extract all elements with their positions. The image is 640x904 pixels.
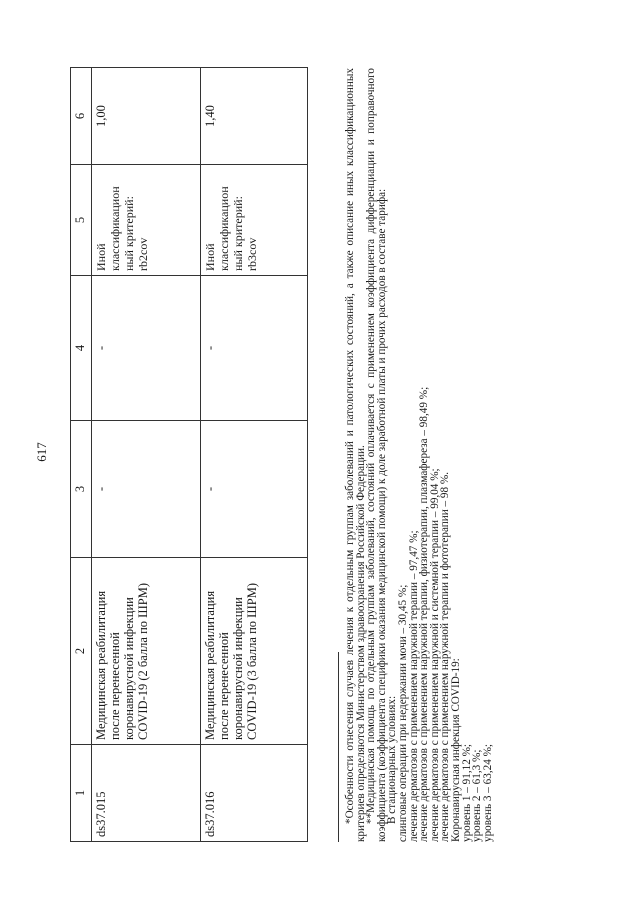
footnote-1: *Особенности отнесения случаев лечения к отдельным группам заболеваний и патологических состояний, а также описание иных классификационных критериев определяются Министерством здравоохранения Российской Федерации. bbox=[344, 68, 367, 842]
footnote-line: уровень 1 – 91,12 %; bbox=[460, 743, 473, 842]
table-row bbox=[201, 68, 308, 842]
coefficient-value: 1,40 bbox=[201, 68, 308, 165]
table-cell: - bbox=[201, 421, 308, 558]
footnote-line: лечение дерматозов с применением наружной терапии – 97,47 %; bbox=[407, 530, 420, 842]
table-cell: - bbox=[92, 421, 201, 558]
column-header: 4 bbox=[71, 276, 92, 421]
footnote-line: лечение дерматозов с применением наружной и системной терапии – 99,04 %; bbox=[428, 468, 441, 842]
table-cell: - bbox=[92, 276, 201, 421]
group-name: Медицинская реабилитация после перенесенной коронавирусной инфекции COVID-19 (3 балла по ШРМ) bbox=[201, 558, 308, 745]
footnote-2: **Медицинская помощь по отдельным группам заболеваний, состояний оплачивается с применением коэффициента дифференциации и поправочного коэффициента (коэффициента специфики оказания медицинской помощи) к доле заработной платы и прочих расходов в составе тарифа: bbox=[365, 68, 388, 842]
footnote-line: уровень 3 – 63,24 %; bbox=[481, 743, 494, 842]
footnote-line: В стационарных условиях: bbox=[386, 695, 399, 824]
footnote-line: лечение дерматозов с применением наружной терапии и фототерапии – 98 %. bbox=[439, 471, 452, 842]
group-code: ds37.016 bbox=[201, 745, 308, 842]
table-header-row bbox=[71, 68, 92, 842]
column-header: 5 bbox=[71, 165, 92, 276]
column-header: 6 bbox=[71, 68, 92, 165]
footnote-divider bbox=[338, 652, 339, 842]
classification-criterion: Иной классификацион ный критерий: rb2cov bbox=[92, 165, 201, 276]
column-header: 1 bbox=[71, 745, 92, 842]
group-code: ds37.015 bbox=[92, 745, 201, 842]
tariff-table bbox=[70, 67, 308, 842]
group-name: Медицинская реабилитация после перенесенной коронавирусной инфекции COVID-19 (2 балла по ШРМ) bbox=[92, 558, 201, 745]
footnotes bbox=[338, 68, 493, 842]
column-header: 2 bbox=[71, 558, 92, 745]
table-row bbox=[92, 68, 201, 842]
footnote-line: Коронавирусная инфекция COVID-19: bbox=[449, 658, 462, 842]
column-header: 3 bbox=[71, 421, 92, 558]
footnote-line: слинговые операции при недержании мочи – 30,45 %; bbox=[396, 584, 409, 842]
classification-criterion: Иной классификацион ный критерий: rb3cov bbox=[201, 165, 308, 276]
coefficient-value: 1,00 bbox=[92, 68, 201, 165]
footnote-line: уровень 2 – 61,3 %; bbox=[471, 749, 484, 842]
footnote-line: лечение дерматозов с применением наружной терапии, физиотерапии, плазмафереза – 98,49 %; bbox=[418, 386, 431, 842]
table-cell: - bbox=[201, 276, 308, 421]
page-number: 617 bbox=[34, 442, 49, 462]
